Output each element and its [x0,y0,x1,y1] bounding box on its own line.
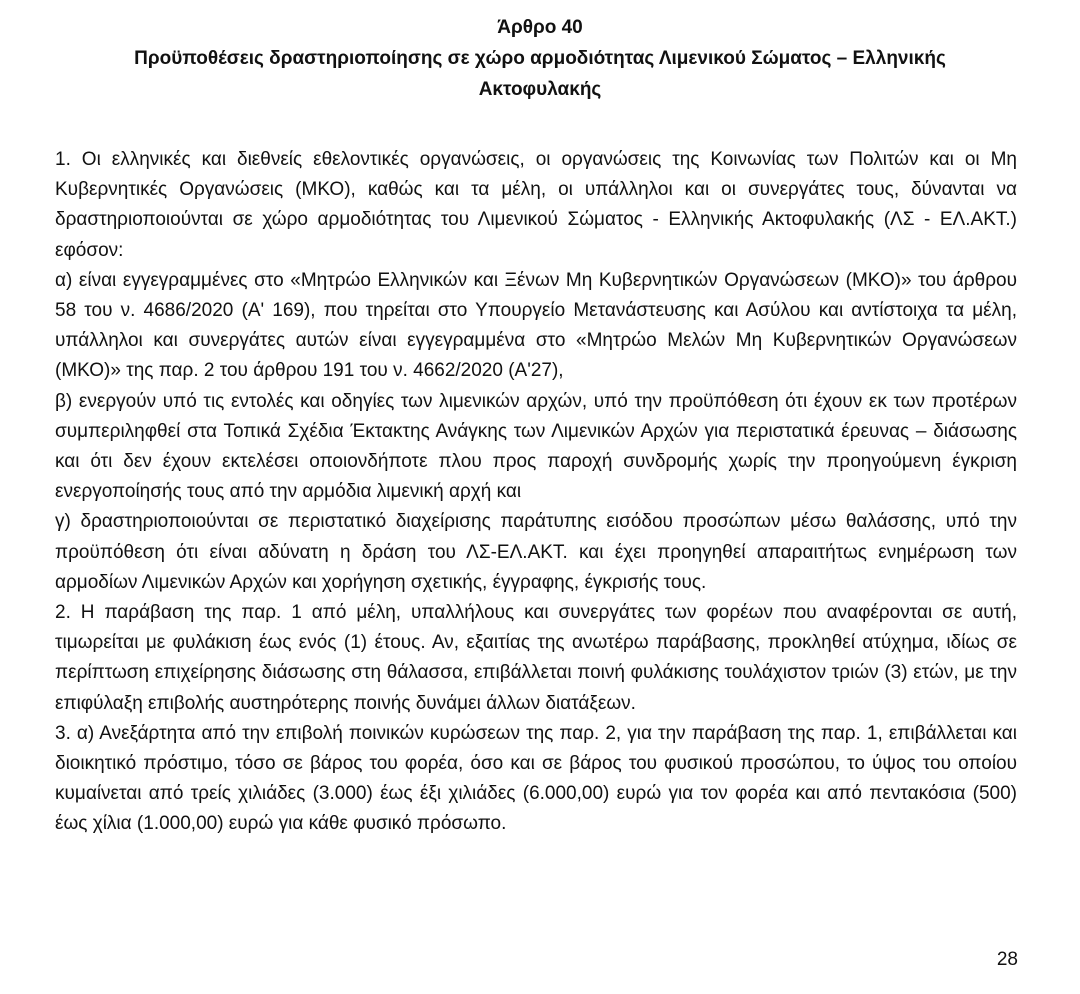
paragraph-2: 2. Η παράβαση της παρ. 1 από μέλη, υπαλλήλους και συνεργάτες των φορέων που αναφέρονται σε αυτή, τιμωρείται με φυλάκιση έως ενός (1) έτους. Αν, εξαιτίας της ανωτέρω παράβασης, προκληθεί ατύχημα, ιδίως σε περίπτωση επιχείρησης διάσωσης στη θάλασσα, επιβάλλεται ποινή φυλάκισης τουλάχιστον τριών (3) ετών, με την επιφύλαξη επιβολής αυστηρότερης ποινής δυνάμει άλλων διατάξεων. [55,602,1017,714]
article-title-line-2: Ακτοφυλακής [478,79,602,100]
article-number: Άρθρο 40 [497,17,583,38]
paragraph-1-item-b: β) ενεργούν υπό τις εντολές και οδηγίες των λιμενικών αρχών, υπό την προϋπόθεση ότι έχουν εκ των προτέρων συμπεριληφθεί στα Τοπικά Σχέδια Έκτακτης Ανάγκης των Λιμενικών Αρχών για περιστατικά έρευνας – διάσωσης και ότι δεν έχουν εκτελέσει οποιονδήποτε πλου προς παροχή συνδρομής χωρίς την προηγούμενη έγκριση ενεργοποίησής τους από την αρμόδια λιμενική αρχή και [55,390,1017,503]
paragraph-1: 1. Οι ελληνικές και διεθνείς εθελοντικές οργανώσεις, οι οργανώσεις της Κοινωνίας των Πολιτών και οι Μη Κυβερνητικές Οργανώσεις (ΜΚΟ), καθώς και τα μέλη, οι υπάλληλοι και οι συνεργάτες τους, δύνανται να δραστηριοποιούνται σε χώρο αρμοδιότητας του Λιμενικού Σώματος - Ελληνικής Ακτοφυλακής (ΛΣ - ΕΛ.ΑΚΤ.) εφόσον: [55,149,1017,261]
paragraph-3: 3. α) Ανεξάρτητα από την επιβολή ποινικών κυρώσεων της παρ. 2, για την παράβαση της παρ. 1, επιβάλλεται και διοικητικό πρόστιμο, τόσο σε βάρος του φορέα, όσο και σε βάρος του φυσικού προσώπου, το ύψος του οποίου κυμαίνεται από τρείς χιλιάδες (3.000) έως έξι χιλιάδες (6.000,00) ευρώ για τον φορέα και από πεντακόσια (500) έως χίλια (1.000,00) ευρώ για κάθε φυσικό πρόσωπο. [55,722,1017,835]
article-title-line-1: Προϋποθέσεις δραστηριοποίησης σε χώρο αρμοδιότητας Λιμενικού Σώματος – Ελληνικής [134,48,946,69]
article-heading [100,12,980,105]
paragraph-1-item-a: α) είναι εγγεγραμμένες στο «Μητρώο Ελληνικών και Ξένων Μη Κυβερνητικών Οργανώσεων (ΜΚΟ)» του άρθρου 58 του ν. 4686/2020 (Α' 169), που τηρείται στο Υπουργείο Μετανάστευσης και Ασύλου και αντίστοιχα τα μέλη, υπάλληλοι και συνεργάτες αυτών είναι εγγεγραμμένα στο «Μητρώο Μελών Μη Κυβερνητικών Οργανώσεων (ΜΚΟ)» της παρ. 2 του άρθρου 191 του ν. 4662/2020 (Α'27), [55,269,1017,382]
paragraph-1-item-c: γ) δραστηριοποιούνται σε περιστατικό διαχείρισης παράτυπης εισόδου προσώπων μέσω θαλάσσης, υπό την προϋπόθεση ότι είναι αδύνατη η δράση του ΛΣ-ΕΛ.ΑΚΤ. και έχει προηγηθεί απαραιτήτως ενημέρωση των αρμοδίων Λιμενικών Αρχών και χορήγηση σχετικής, έγγραφης, έγκρισής τους. [55,511,1017,593]
article-body [55,145,1017,840]
page-number: 28 [996,949,1018,970]
